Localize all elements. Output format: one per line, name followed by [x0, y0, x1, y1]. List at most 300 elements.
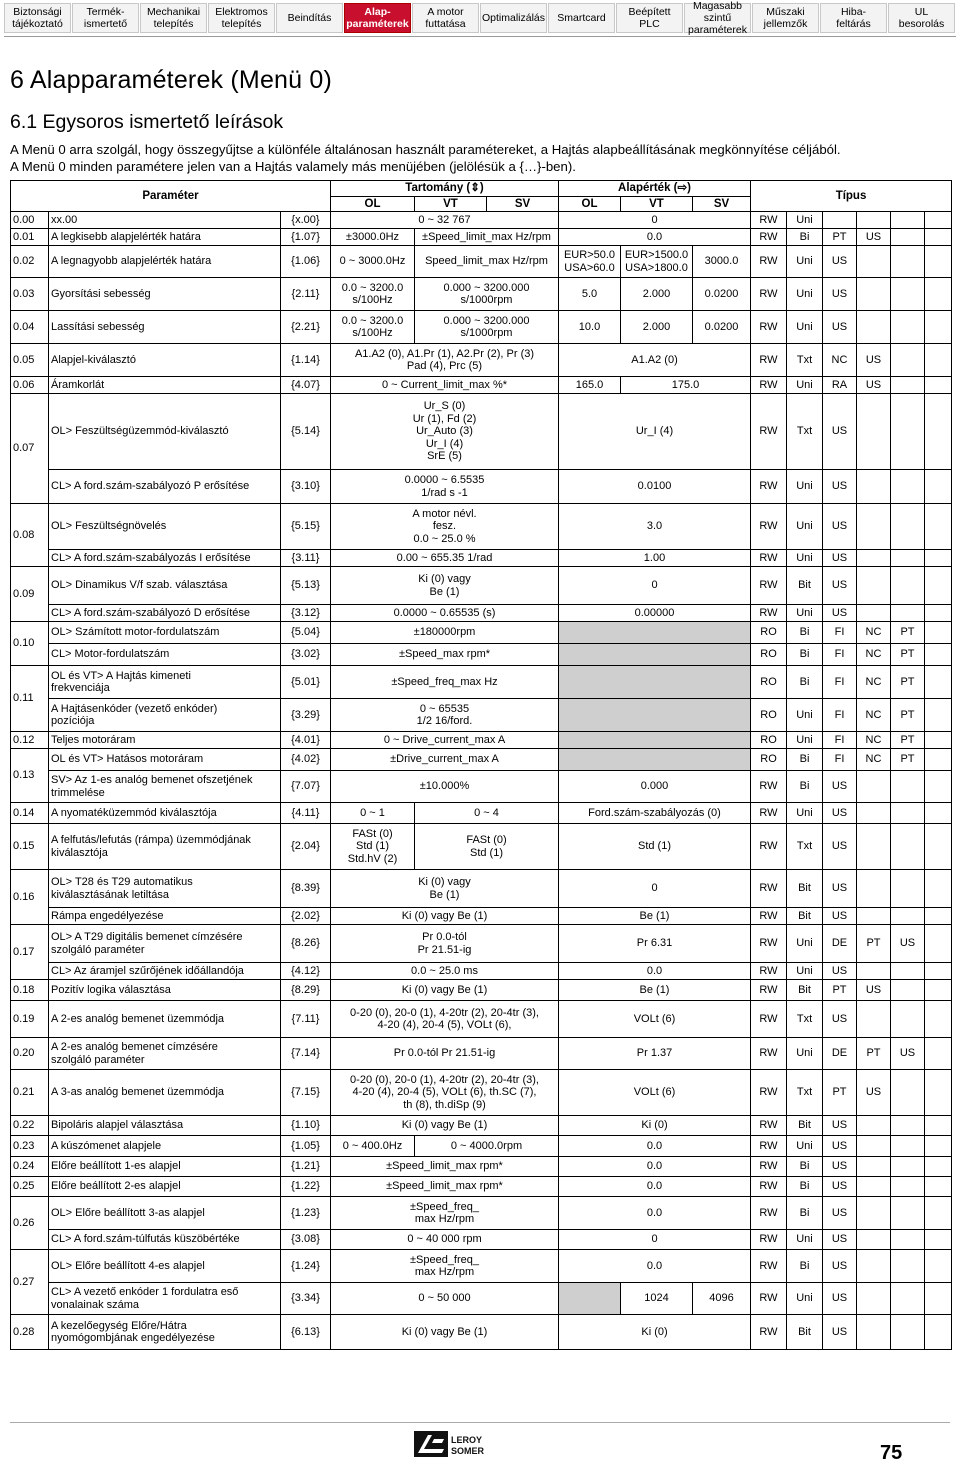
param-number: 0.24	[11, 1157, 49, 1177]
table-row	[11, 504, 952, 550]
type-flag: PT	[891, 622, 925, 644]
type-flag	[857, 908, 891, 925]
type-flag	[891, 771, 925, 803]
type-flag	[925, 803, 952, 824]
table-row	[11, 377, 952, 394]
param-number: 0.03	[11, 278, 49, 311]
type-flag	[857, 870, 891, 908]
param-name: OL> Előre beállított 3-as alapjel	[49, 1197, 281, 1230]
type-flag	[925, 229, 952, 246]
default-ol: EUR>50.0 USA>60.0	[559, 246, 621, 278]
param-number: 0.04	[11, 311, 49, 344]
table-row	[11, 622, 952, 644]
type-flag	[925, 749, 952, 771]
nav-tab[interactable]: UL besorolás	[888, 3, 955, 33]
type-flag	[857, 567, 891, 605]
param-name: Rámpa engedélyezése	[49, 908, 281, 925]
type-flag: PT	[891, 666, 925, 699]
range-vtsv: ±Speed_limit_max Hz/rpm	[415, 229, 559, 246]
default-value: 1.00	[559, 550, 751, 567]
type-flag	[891, 550, 925, 567]
param-name: CL> A ford.szám-szabályozó P erősítése	[49, 470, 281, 504]
type-flag: RW	[751, 1283, 787, 1315]
default-value: 0	[559, 212, 751, 229]
type-flag	[857, 803, 891, 824]
param-ref: {1.06}	[281, 246, 331, 278]
type-flag: RW	[751, 1070, 787, 1116]
param-name: OL> A T29 digitális bemenet címzésére szolgáló paraméter	[49, 925, 281, 963]
nav-tab[interactable]: Alap- paraméterek	[344, 3, 411, 33]
type-flag	[925, 1230, 952, 1250]
param-name: SV> Az 1-es analóg bemenet ofszetjének trimmelése	[49, 771, 281, 803]
type-flag	[925, 567, 952, 605]
param-name: A kezelőegység Előre/Hátra nyomógombjának engedélyezése	[49, 1315, 281, 1350]
range-value: ±Speed_freq_ max Hz/rpm	[331, 1250, 559, 1283]
range-vtsv: 0.000 ~ 3200.000 s/1000rpm	[415, 278, 559, 311]
type-flag: RW	[751, 1001, 787, 1038]
type-flag: Uni	[787, 925, 823, 963]
param-ref: {1.10}	[281, 1116, 331, 1136]
type-flag: RO	[751, 749, 787, 771]
param-number: 0.17	[11, 925, 49, 980]
type-flag: US	[857, 1070, 891, 1116]
parameter-table	[10, 180, 952, 1350]
param-name: CL> A ford.szám-túlfutás küszöbértéke	[49, 1230, 281, 1250]
type-flag: Bit	[787, 908, 823, 925]
type-flag	[925, 925, 952, 963]
table-row	[11, 824, 952, 870]
table-row	[11, 666, 952, 699]
type-flag	[925, 212, 952, 229]
type-flag: US	[823, 278, 857, 311]
range-value: 0 ~ Current_limit_max %*	[331, 377, 559, 394]
type-flag	[925, 1315, 952, 1350]
table-row	[11, 732, 952, 749]
param-name: OL> T28 és T29 automatikus kiválasztásának letiltása	[49, 870, 281, 908]
table-row	[11, 567, 952, 605]
param-name: A 2-es analóg bemenet üzemmódja	[49, 1001, 281, 1038]
nav-tab[interactable]: Biztonsági tájékoztató	[4, 3, 71, 33]
table-row	[11, 1250, 952, 1283]
nav-tab[interactable]: Beindítás	[276, 3, 343, 33]
type-flag	[857, 1250, 891, 1283]
type-flag: RW	[751, 771, 787, 803]
type-flag: PT	[857, 925, 891, 963]
type-flag: PT	[891, 749, 925, 771]
table-row	[11, 1116, 952, 1136]
type-flag	[891, 1157, 925, 1177]
default-vt: 2.000	[621, 311, 693, 344]
type-flag: US	[823, 394, 857, 470]
intro-text	[10, 142, 950, 175]
param-number: 0.06	[11, 377, 49, 394]
type-flag	[857, 771, 891, 803]
param-ref: {7.07}	[281, 771, 331, 803]
type-flag: Uni	[787, 504, 823, 550]
default-value: 0	[559, 1230, 751, 1250]
page-number: 75	[880, 1442, 903, 1464]
param-ref: {1.24}	[281, 1250, 331, 1283]
param-name: OL és VT> Hatásos motoráram	[49, 749, 281, 771]
param-ref: {3.12}	[281, 605, 331, 622]
type-flag: Uni	[787, 377, 823, 394]
param-ref: {4.01}	[281, 732, 331, 749]
type-flag: Uni	[787, 732, 823, 749]
header-default-sv: SV	[693, 196, 751, 212]
type-flag	[891, 377, 925, 394]
intro-line-2: A Menü 0 minden paramétere jelen van a Hajtás valamely más menüjében (jelölésük a {…}-ben).	[10, 158, 576, 174]
default-value: 0	[559, 567, 751, 605]
type-flag	[925, 732, 952, 749]
default-vt: 2.000	[621, 278, 693, 311]
range-value: 0 ~ 32 767	[331, 212, 559, 229]
type-flag: RW	[751, 1038, 787, 1070]
param-name: Teljes motoráram	[49, 732, 281, 749]
param-name: Alapjel-kiválasztó	[49, 344, 281, 377]
type-flag: US	[823, 1283, 857, 1315]
param-number: 0.01	[11, 229, 49, 246]
type-flag	[891, 1283, 925, 1315]
default-value: A1.A2 (0)	[559, 344, 751, 377]
type-flag: US	[891, 1038, 925, 1070]
range-value: ±10.000%	[331, 771, 559, 803]
nav-divider	[4, 36, 956, 37]
type-flag: Uni	[787, 550, 823, 567]
nav-tab[interactable]: Optimalizálás	[480, 3, 547, 33]
type-flag	[891, 394, 925, 470]
type-flag	[891, 246, 925, 278]
type-flag	[925, 278, 952, 311]
type-flag	[857, 1157, 891, 1177]
param-name: Gyorsítási sebesség	[49, 278, 281, 311]
default-sv: 3000.0	[693, 246, 751, 278]
type-flag	[925, 605, 952, 622]
type-flag: Bi	[787, 1177, 823, 1197]
type-flag	[857, 394, 891, 470]
param-number: 0.15	[11, 824, 49, 870]
type-flag: RW	[751, 470, 787, 504]
table-row	[11, 1315, 952, 1350]
param-number: 0.28	[11, 1315, 49, 1350]
type-flag: PT	[823, 229, 857, 246]
default-ol: 10.0	[559, 311, 621, 344]
param-ref: {3.34}	[281, 1283, 331, 1315]
range-vtsv: Speed_limit_max Hz/rpm	[415, 246, 559, 278]
type-flag: FI	[823, 732, 857, 749]
section-title: 6.1 Egysoros ismertető leírások	[10, 111, 284, 133]
type-flag	[925, 1038, 952, 1070]
param-number: 0.14	[11, 803, 49, 824]
nav-tab[interactable]: Műszaki jellemzők	[752, 3, 819, 33]
param-number: 0.07	[11, 394, 49, 504]
param-ref: {3.02}	[281, 644, 331, 666]
param-ref: {3.10}	[281, 470, 331, 504]
param-name: Bipoláris alapjel választása	[49, 1116, 281, 1136]
type-flag: US	[823, 771, 857, 803]
type-flag	[891, 1136, 925, 1157]
nav-tab[interactable]: Magasabb szintű paraméterek	[684, 3, 751, 33]
param-name: A legkisebb alapjelérték határa	[49, 229, 281, 246]
table-header-row	[11, 181, 952, 197]
type-flag	[925, 771, 952, 803]
type-flag: Bi	[787, 1157, 823, 1177]
type-flag: PT	[891, 699, 925, 732]
range-value: 0 ~ 50 000	[331, 1283, 559, 1315]
type-flag: US	[823, 311, 857, 344]
table-row	[11, 1001, 952, 1038]
default-value	[559, 644, 751, 666]
default-value: 0.00000	[559, 605, 751, 622]
type-flag: RW	[751, 908, 787, 925]
type-flag: Uni	[787, 212, 823, 229]
param-ref: {8.29}	[281, 980, 331, 1001]
default-value: 0.0	[559, 963, 751, 980]
param-name: Előre beállított 2-es alapjel	[49, 1177, 281, 1197]
intro-line-1: A Menü 0 arra szolgál, hogy összegyűjtse a különféle általánosan használt paramétereket, a Hajtás alapbeállításának megkönnyítése céljából.	[10, 142, 841, 157]
range-value: Pr 0.0-tól Pr 21.51-ig	[331, 1038, 559, 1070]
table-row	[11, 550, 952, 567]
type-flag	[925, 963, 952, 980]
default-value: 0	[559, 870, 751, 908]
header-parameter: Paraméter	[11, 181, 331, 212]
param-number: 0.18	[11, 980, 49, 1001]
range-vtsv: 0 ~ 4000.0rpm	[415, 1136, 559, 1157]
table-row	[11, 278, 952, 311]
type-flag: Bi	[787, 771, 823, 803]
type-flag	[925, 666, 952, 699]
type-flag: Bi	[787, 229, 823, 246]
type-flag: US	[823, 1250, 857, 1283]
default-value: 0.0	[559, 1157, 751, 1177]
type-flag	[925, 311, 952, 344]
table-row	[11, 699, 952, 732]
type-flag	[891, 1001, 925, 1038]
param-ref: {8.26}	[281, 925, 331, 963]
table-row	[11, 1038, 952, 1070]
type-flag: RW	[751, 1136, 787, 1157]
param-name: Előre beállított 1-es alapjel	[49, 1157, 281, 1177]
default-value	[559, 749, 751, 771]
range-value: Ki (0) vagy Be (1)	[331, 908, 559, 925]
type-flag	[857, 1136, 891, 1157]
type-flag: US	[891, 925, 925, 963]
type-flag: RW	[751, 1116, 787, 1136]
type-flag	[925, 1157, 952, 1177]
chapter-tab-bar	[4, 0, 956, 36]
type-flag: RW	[751, 567, 787, 605]
param-name: A felfutás/lefutás (rámpa) üzemmódjának kiválasztója	[49, 824, 281, 870]
param-name: A 3-as analóg bemenet üzemmódja	[49, 1070, 281, 1116]
range-value: ±Drive_current_max A	[331, 749, 559, 771]
type-flag	[857, 311, 891, 344]
type-flag: US	[857, 229, 891, 246]
type-flag: US	[823, 908, 857, 925]
param-number: 0.20	[11, 1038, 49, 1070]
param-ref: {3.08}	[281, 1230, 331, 1250]
type-flag	[925, 394, 952, 470]
type-flag	[857, 824, 891, 870]
param-ref: {1.21}	[281, 1157, 331, 1177]
table-row	[11, 1070, 952, 1116]
param-number: 0.02	[11, 246, 49, 278]
type-flag: US	[823, 1157, 857, 1177]
param-number: 0.05	[11, 344, 49, 377]
type-flag: Txt	[787, 1001, 823, 1038]
type-flag	[925, 1177, 952, 1197]
type-flag	[925, 344, 952, 377]
type-flag: RW	[751, 1315, 787, 1350]
param-number: 0.12	[11, 732, 49, 749]
param-name: Pozitív logika választása	[49, 980, 281, 1001]
type-flag: RA	[823, 377, 857, 394]
param-number: 0.25	[11, 1177, 49, 1197]
param-ref: {2.21}	[281, 311, 331, 344]
nav-tab[interactable]: Elektromos telepítés	[208, 3, 275, 33]
type-flag: PT	[891, 644, 925, 666]
nav-tab[interactable]: Termék- ismertető	[72, 3, 139, 33]
type-flag: Uni	[787, 1136, 823, 1157]
type-flag	[891, 963, 925, 980]
param-number: 0.22	[11, 1116, 49, 1136]
range-ol: 0 ~ 1	[331, 803, 415, 824]
type-flag: Bi	[787, 666, 823, 699]
nav-tab[interactable]: Smartcard	[548, 3, 615, 33]
table-row	[11, 470, 952, 504]
param-name: OL> Feszültségüzemmód-kiválasztó	[49, 394, 281, 470]
default-vtsv: 175.0	[621, 377, 751, 394]
param-ref: {x.00}	[281, 212, 331, 229]
type-flag	[857, 470, 891, 504]
default-value: 0.0	[559, 1250, 751, 1283]
type-flag: RO	[751, 732, 787, 749]
type-flag: RW	[751, 1250, 787, 1283]
param-number: 0.13	[11, 749, 49, 803]
type-flag: RO	[751, 666, 787, 699]
type-flag: US	[823, 1230, 857, 1250]
table-row	[11, 925, 952, 963]
type-flag	[891, 870, 925, 908]
range-value: A1.A2 (0), A1.Pr (1), A2.Pr (2), Pr (3) Pad (4), Prc (5)	[331, 344, 559, 377]
type-flag: DE	[823, 925, 857, 963]
param-name: OL> Dinamikus V/f szab. választása	[49, 567, 281, 605]
default-value: Be (1)	[559, 980, 751, 1001]
type-flag: Txt	[787, 824, 823, 870]
param-ref: {5.01}	[281, 666, 331, 699]
range-ol: 0 ~ 400.0Hz	[331, 1136, 415, 1157]
param-ref: {5.04}	[281, 622, 331, 644]
range-value: Ki (0) vagy Be (1)	[331, 1315, 559, 1350]
nav-tab[interactable]: Mechanikai telepítés	[140, 3, 207, 33]
param-number: 0.09	[11, 567, 49, 622]
table-row	[11, 980, 952, 1001]
range-value: Ki (0) vagy Be (1)	[331, 567, 559, 605]
param-name: xx.00	[49, 212, 281, 229]
type-flag: US	[823, 246, 857, 278]
type-flag: NC	[823, 344, 857, 377]
type-flag	[857, 1197, 891, 1230]
default-value: VOLt (6)	[559, 1070, 751, 1116]
type-flag	[925, 1070, 952, 1116]
range-ol: 0.0 ~ 3200.0 s/100Hz	[331, 278, 415, 311]
param-ref: {2.02}	[281, 908, 331, 925]
param-number: 0.21	[11, 1070, 49, 1116]
param-name: OL> Számított motor-fordulatszám	[49, 622, 281, 644]
param-name: Lassítási sebesség	[49, 311, 281, 344]
param-ref: {7.11}	[281, 1001, 331, 1038]
range-ol: 0 ~ 3000.0Hz	[331, 246, 415, 278]
nav-tab[interactable]: Beépített PLC	[616, 3, 683, 33]
default-ol: 165.0	[559, 377, 621, 394]
header-range-ol: OL	[331, 196, 415, 212]
param-ref: {4.11}	[281, 803, 331, 824]
param-ref: {4.07}	[281, 377, 331, 394]
type-flag: RW	[751, 963, 787, 980]
type-flag	[857, 1283, 891, 1315]
type-flag	[925, 377, 952, 394]
type-flag: NC	[857, 732, 891, 749]
type-flag: US	[857, 344, 891, 377]
type-flag: Uni	[787, 278, 823, 311]
type-flag: US	[823, 1197, 857, 1230]
header-default-vt: VT	[621, 196, 693, 212]
type-flag: US	[823, 1116, 857, 1136]
type-flag	[925, 980, 952, 1001]
type-flag: Uni	[787, 963, 823, 980]
default-ol: 5.0	[559, 278, 621, 311]
header-range-sv: SV	[487, 196, 559, 212]
range-value: ±Speed_freq_ max Hz/rpm	[331, 1197, 559, 1230]
type-flag	[925, 1283, 952, 1315]
param-ref: {8.39}	[281, 870, 331, 908]
type-flag: US	[823, 1136, 857, 1157]
type-flag	[891, 504, 925, 550]
param-name: OL> Feszültségnövelés	[49, 504, 281, 550]
param-number: 0.11	[11, 666, 49, 732]
type-flag	[891, 344, 925, 377]
table-row	[11, 229, 952, 246]
range-value: Ur_S (0) Ur (1), Fd (2) Ur_Auto (3) Ur_I (4) SrE (5)	[331, 394, 559, 470]
param-ref: {2.04}	[281, 824, 331, 870]
param-ref: {1.14}	[281, 344, 331, 377]
default-value: Ford.szám-szabályozás (0)	[559, 803, 751, 824]
type-flag	[891, 1177, 925, 1197]
type-flag: RW	[751, 803, 787, 824]
nav-tab[interactable]: A motor futtatása	[412, 3, 479, 33]
table-row	[11, 1283, 952, 1315]
param-name: A nyomatéküzemmód kiválasztója	[49, 803, 281, 824]
type-flag: NC	[857, 666, 891, 699]
type-flag	[857, 1230, 891, 1250]
type-flag: PT	[891, 732, 925, 749]
default-value: 0.0	[559, 1177, 751, 1197]
range-value: ±180000rpm	[331, 622, 559, 644]
type-flag	[857, 1177, 891, 1197]
default-value: Ki (0)	[559, 1116, 751, 1136]
type-flag	[891, 470, 925, 504]
range-value: ±Speed_freq_max Hz	[331, 666, 559, 699]
type-flag	[925, 1197, 952, 1230]
param-number: 0.08	[11, 504, 49, 567]
param-ref: {4.12}	[281, 963, 331, 980]
type-flag: US	[823, 567, 857, 605]
page-title: 6 Alapparaméterek (Menü 0)	[10, 66, 333, 94]
type-flag: Bi	[787, 622, 823, 644]
range-value: 0-20 (0), 20-0 (1), 4-20tr (2), 20-4tr (3), 4-20 (4), 20-4 (5), VOLt (6), th.SC (7), th (8), th.diSp (9)	[331, 1070, 559, 1116]
param-ref: {1.07}	[281, 229, 331, 246]
type-flag: DE	[823, 1038, 857, 1070]
range-value: ±Speed_max rpm*	[331, 644, 559, 666]
nav-tab[interactable]: Hiba- feltárás	[820, 3, 887, 33]
